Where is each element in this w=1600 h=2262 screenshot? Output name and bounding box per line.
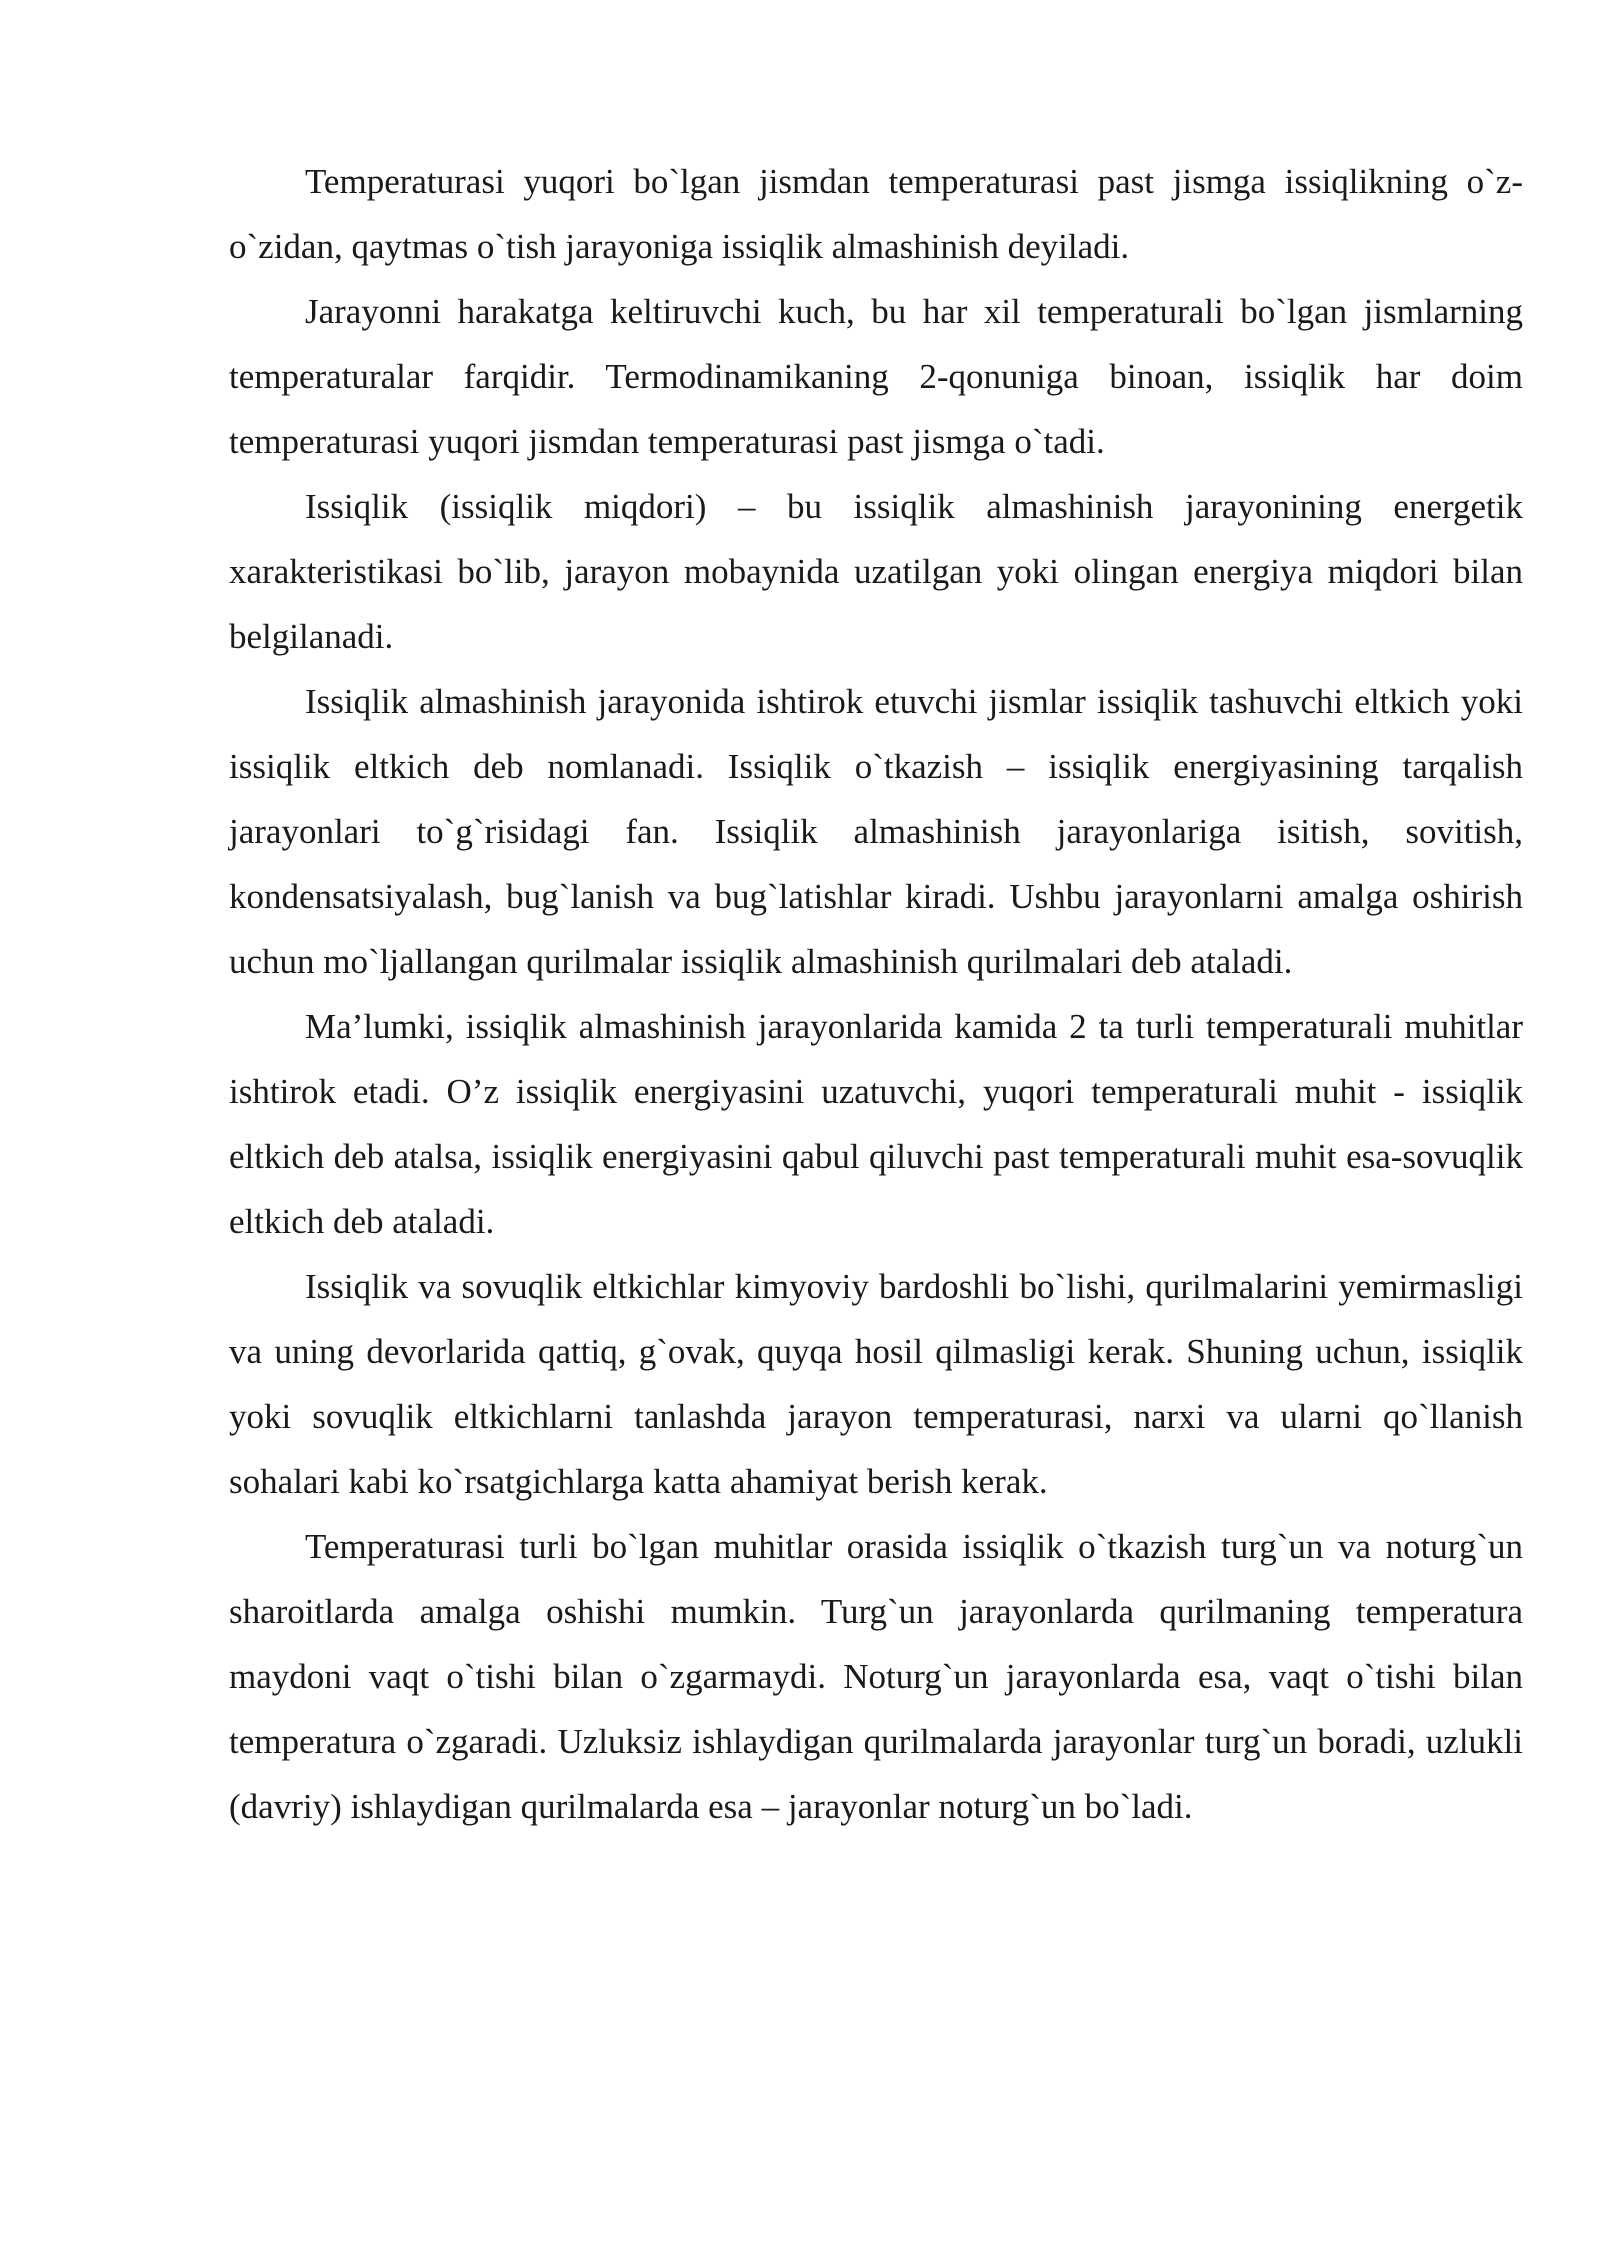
paragraph-carrier-requirements: Issiqlik va sovuqlik eltkichlar kimyoviy bardoshli bo`lishi, qurilmalarini yemirmasligi va uning devorlarida qattiq, g`ovak, quyqa hosil qilmasligi kerak. Shuning uchun, issiqlik yoki sovuqlik eltkichlarni tanlashda jarayon temperaturasi, narxi va ularni qo`llanish sohalari kabi ko`rsatgichlarga katta ahamiyat berish kerak.	[229, 1267, 1523, 1501]
document-page	[229, 149, 1523, 1839]
paragraph-heat-exchange-definition: Temperaturasi yuqori bo`lgan jismdan temperaturasi past jismga issiqlikning o`z-o`zidan, qaytmas o`tish jarayoniga issiqlik almashinish deyiladi.	[229, 162, 1523, 266]
paragraph-driving-force: Jarayonni harakatga keltiruvchi kuch, bu har xil temperaturali bo`lgan jismlarning temperaturalar farqidir. Termodinamikaning 2-qonuniga binoan, issiqlik har doim temperaturasi yuqori jismdan temperaturasi past jismga o`tadi.	[229, 292, 1523, 461]
paragraph-heat-carriers: Issiqlik almashinish jarayonida ishtirok etuvchi jismlar issiqlik tashuvchi eltkich yoki issiqlik eltkich deb nomlanadi. Issiqlik o`tkazish – issiqlik energiyasining tarqalish jarayonlari to`g`risidagi fan. Issiqlik almashinish jarayonlariga isitish, sovitish, kondensatsiyalash, bug`lanish va bug`latishlar kiradi. Ushbu jarayonlarni amalga oshirish uchun mo`ljallangan qurilmalar issiqlik almashinish qurilmalari deb ataladi.	[229, 682, 1523, 981]
paragraph-steady-unsteady: Temperaturasi turli bo`lgan muhitlar orasida issiqlik o`tkazish turg`un va noturg`un sharoitlarda amalga oshishi mumkin. Turg`un jarayonlarda qurilmaning temperatura maydoni vaqt o`tishi bilan o`zgarmaydi. Noturg`un jarayonlarda esa, vaqt o`tishi bilan temperatura o`zgaradi. Uzluksiz ishlaydigan qurilmalarda jarayonlar turg`un boradi, uzlukli (davriy) ishlaydigan qurilmalarda esa – jarayonlar noturg`un bo`ladi.	[229, 1527, 1523, 1826]
paragraph-heat-quantity: Issiqlik (issiqlik miqdori) – bu issiqlik almashinish jarayonining energetik xarakteristikasi bo`lib, jarayon mobaynida uzatilgan yoki olingan energiya miqdori bilan belgilanadi.	[229, 487, 1523, 656]
paragraph-two-media: Ma’lumki, issiqlik almashinish jarayonlarida kamida 2 ta turli temperaturali muhitlar ishtirok etadi. O’z issiqlik energiyasini uzatuvchi, yuqori temperaturali muhit - issiqlik eltkich deb atalsa, issiqlik energiyasini qabul qiluvchi past temperaturali muhit esa-sovuqlik eltkich deb ataladi.	[229, 1007, 1523, 1241]
